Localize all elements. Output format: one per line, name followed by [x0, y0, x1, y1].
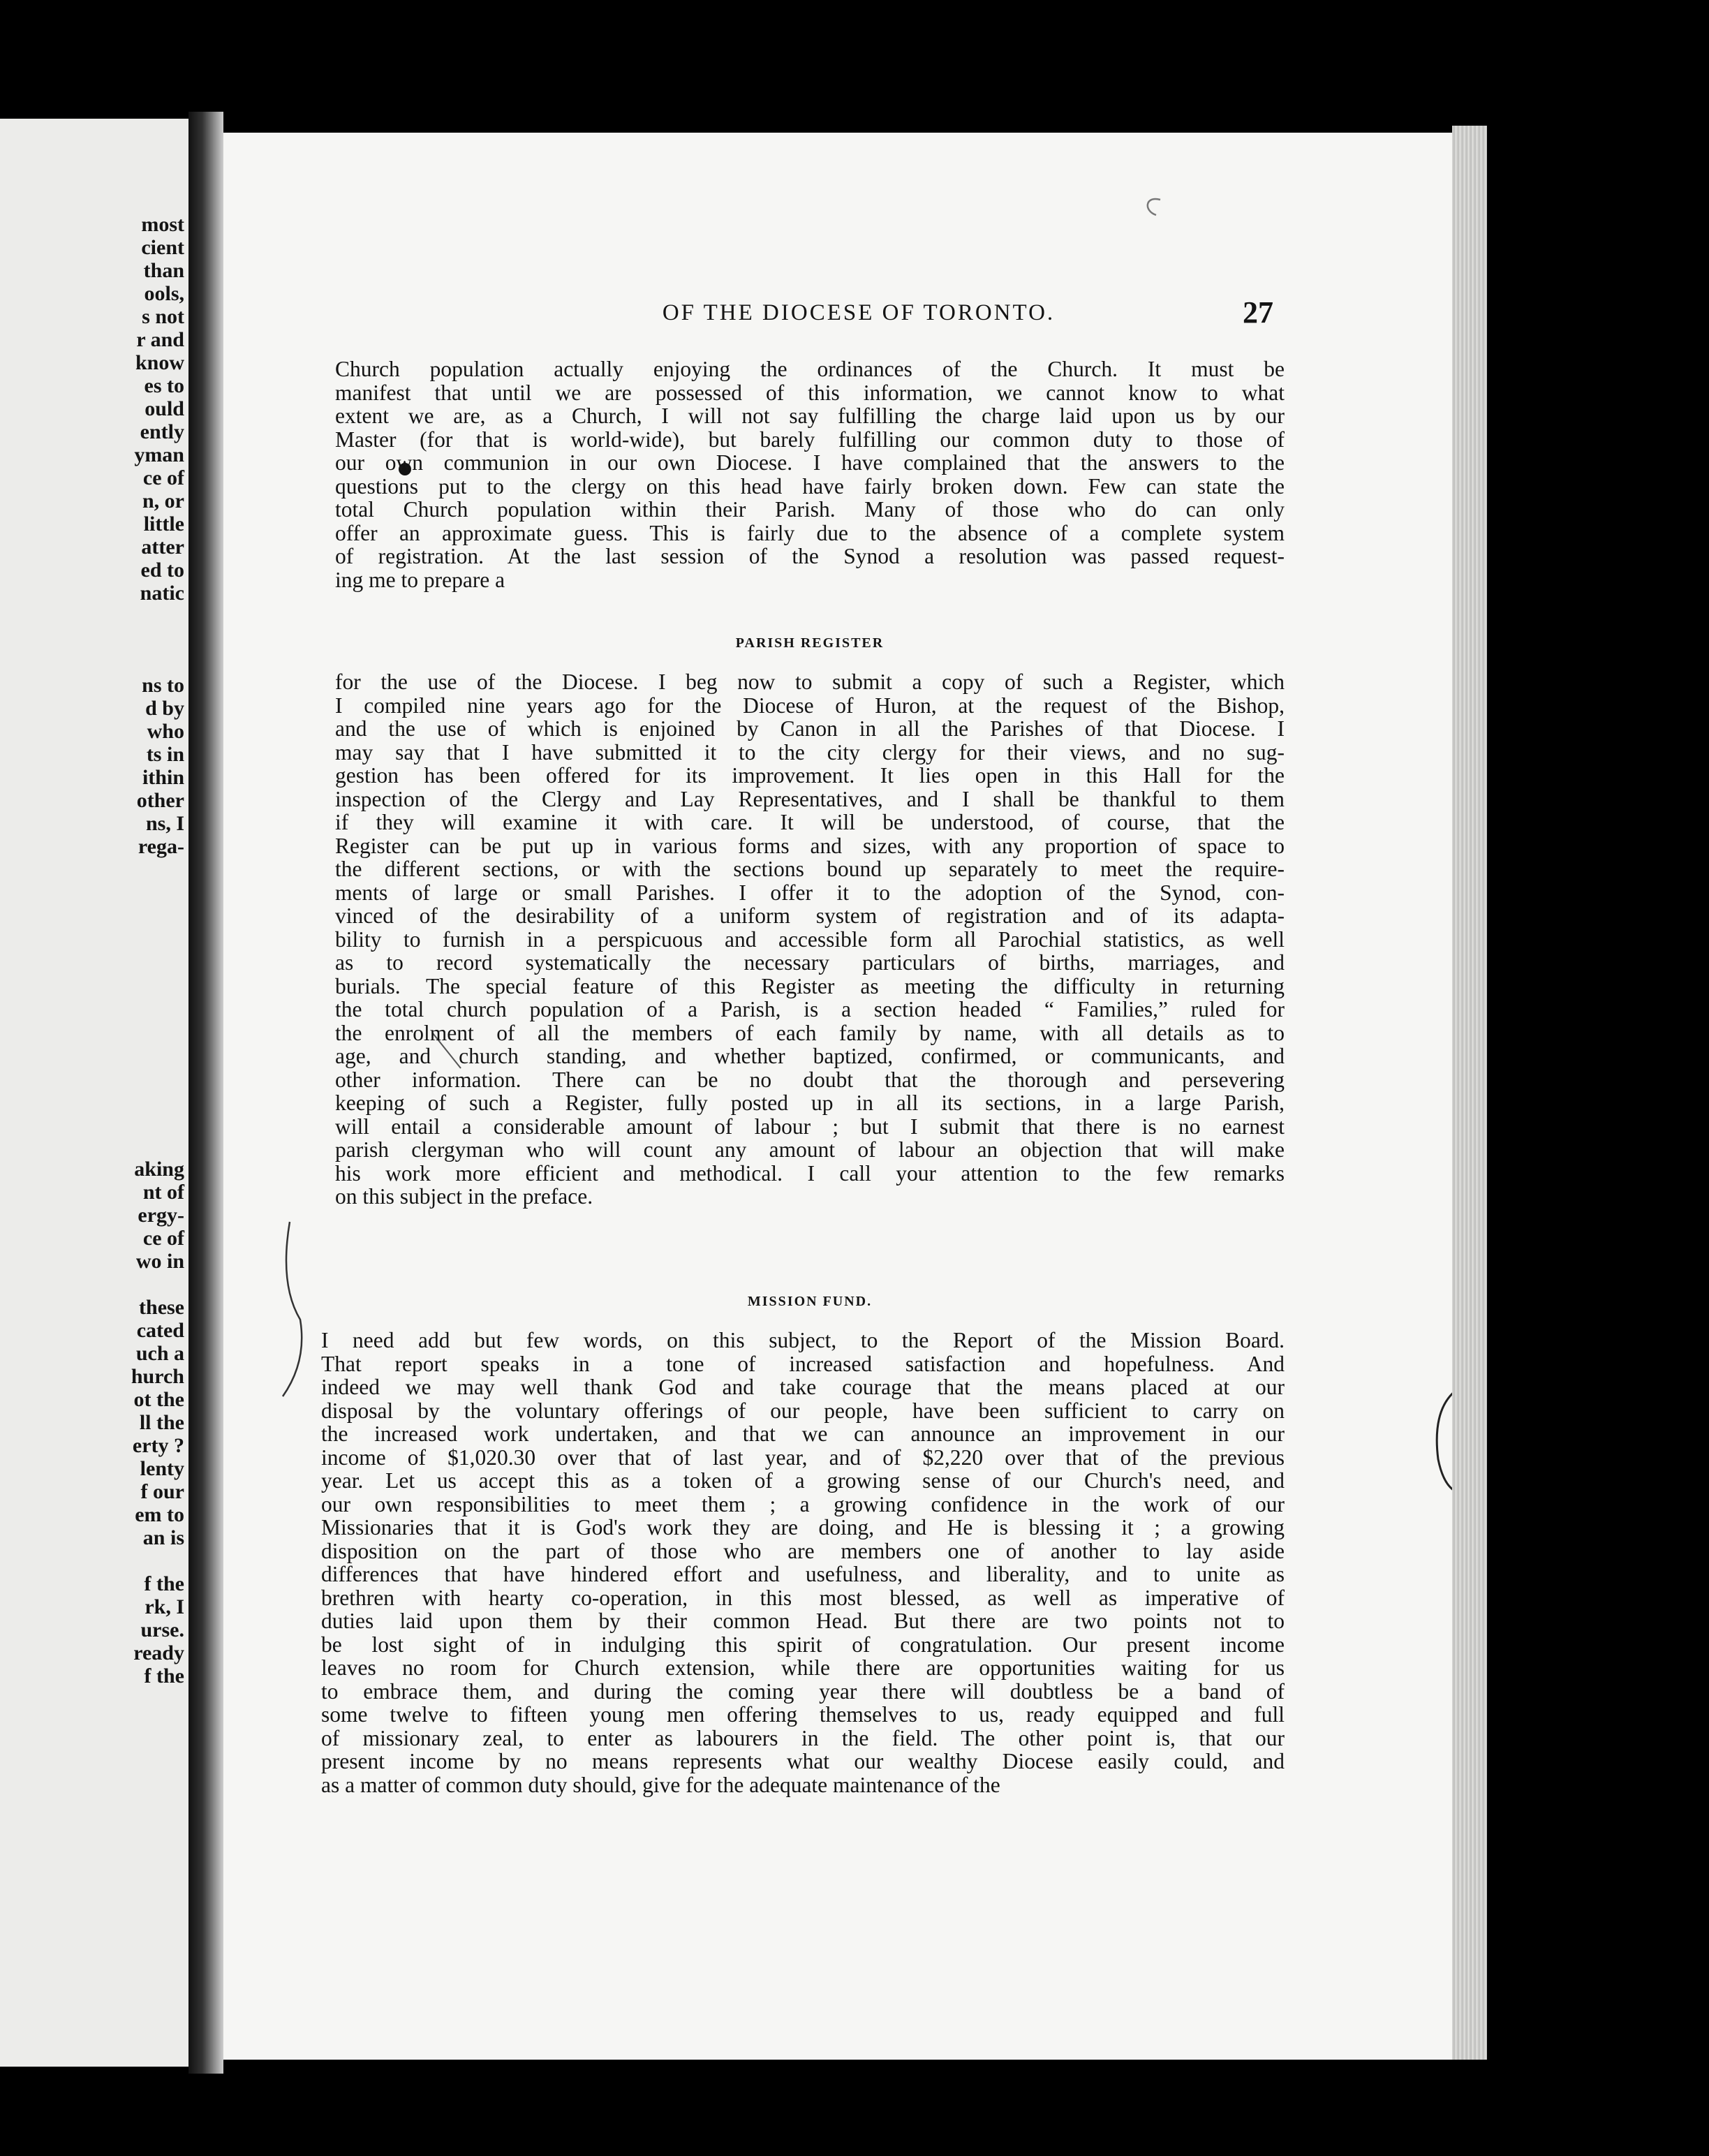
left-page-fragment: s not	[142, 305, 184, 328]
text-line: if they will examine it with care. It will be understood, of course, that the	[335, 810, 1285, 834]
left-page-fragment: atter	[141, 536, 184, 559]
left-page-fragment: ll the	[139, 1411, 184, 1434]
left-page-fragment: rk, I	[145, 1595, 184, 1618]
text-line: some twelve to fifteen young men offering themselves to us, ready equipped and full	[321, 1702, 1285, 1727]
running-title: OF THE DIOCESE OF TORONTO.	[662, 300, 1056, 325]
text-line: year. Let us accept this as a token of a growing sense of our Church's need, and	[321, 1468, 1285, 1493]
text-line: differences that have hindered effort and usefulness, and liberality, and to unite as	[321, 1562, 1285, 1586]
page-edges	[1452, 126, 1487, 2060]
left-page-fragment: ools,	[144, 282, 184, 305]
text-line: total Church population within their Parish. Many of those who do can only	[335, 497, 1285, 522]
left-page-fragment: hurch	[131, 1365, 184, 1388]
text-line: Missionaries that it is God's work they are doing, and He is blessing it ; a growing	[321, 1515, 1285, 1540]
section-heading-mission-fund: MISSION FUND.	[747, 1294, 873, 1309]
text-line: leaves no room for Church extension, while there are opportunities waiting for us	[321, 1655, 1285, 1680]
text-line: the enrolment of all the members of each family by name, with all details as to	[335, 1020, 1285, 1045]
text-line: gestion has been offered for its improvement. It lies open in this Hall for the	[335, 763, 1285, 788]
text-line: the different sections, or with the sections bound up separately to meet the require-	[335, 857, 1285, 881]
text-line: to embrace them, and during the coming year there will doubtless be a band of	[321, 1678, 1285, 1704]
left-page-fragment: em to	[135, 1503, 184, 1526]
text-line: age, and church standing, and whether baptized, confirmed, or communicants, and	[335, 1044, 1285, 1068]
left-page-fragment: ithin	[142, 766, 184, 789]
text-line: his work more efficient and methodical. I call your attention to the few remarks	[335, 1160, 1285, 1186]
left-page-fragment: cated	[136, 1319, 184, 1342]
left-page-fragment: than	[143, 259, 184, 282]
text-line: questions put to the clergy on this head have fairly broken down. Few can state the	[335, 473, 1285, 499]
text-line: disposal by the voluntary offerings of our people, have been sufficient to carry on	[321, 1398, 1285, 1423]
left-page-fragment: erty ?	[132, 1434, 184, 1457]
text-line: keeping of such a Register, fully posted up in all its sections, in a large Parish,	[335, 1091, 1285, 1115]
left-page-fragment: natic	[140, 582, 184, 605]
left-page-fragment: ns, I	[145, 812, 184, 835]
left-page-fragment: lenty	[140, 1457, 184, 1480]
text-line: That report speaks in a tone of increased satisfaction and hopefulness. And	[321, 1351, 1285, 1376]
text-line: indeed we may well thank God and take courage that the means placed at our	[321, 1375, 1285, 1399]
left-page-fragment: urse.	[140, 1618, 184, 1641]
left-page-fragment: wo in	[135, 1250, 184, 1273]
text-line: duties laid upon them by their common Head. But there are two points not to	[321, 1609, 1285, 1633]
text-line: Church population actually enjoying the ordinances of the Church. It must be	[335, 357, 1285, 381]
left-page-fragment: nt of	[142, 1181, 184, 1204]
left-page-fragment: cient	[141, 236, 184, 259]
left-page-fragment: es to	[144, 374, 184, 397]
left-page-fragment: ready	[133, 1641, 184, 1664]
text-line: other information. There can be no doubt that the thorough and persevering	[335, 1067, 1285, 1092]
running-head	[223, 295, 1452, 335]
left-page-fragment: uch a	[135, 1342, 184, 1365]
left-page-fragment: ergy-	[138, 1204, 184, 1227]
text-line: Master (for that is world-wide), but barely fulfilling our common duty to those of	[335, 427, 1285, 452]
text-line: for the use of the Diocese. I beg now to submit a copy of such a Register, which	[335, 670, 1285, 694]
text-line: as a matter of common duty should, give for the adequate maintenance of the	[321, 1772, 1000, 1797]
left-page-fragment: ently	[140, 420, 184, 443]
left-page-fragment: ould	[145, 397, 184, 420]
text-line: the total church population of a Parish, is a section headed “ Families,” ruled for	[335, 997, 1285, 1021]
text-line: manifest that until we are possessed of this information, we cannot know to what	[335, 380, 1285, 405]
left-facing-page	[0, 119, 188, 2067]
left-page-fragment: f our	[140, 1480, 184, 1503]
paragraph-mission-fund	[321, 1329, 1285, 1796]
left-page-fragment: ce of	[142, 1227, 184, 1250]
left-page-fragment: d by	[145, 697, 184, 720]
text-line: present income by no means represents what our wealthy Diocese easily could, and	[321, 1749, 1285, 1773]
left-page-fragment: ot the	[133, 1388, 184, 1411]
text-line: parish clergyman who will count any amount of labour an objection that will make	[335, 1137, 1285, 1162]
left-page-fragment: ts in	[146, 743, 184, 766]
section-heading-parish-register: PARISH REGISTER	[735, 635, 885, 651]
left-page-fragment: rega-	[138, 835, 184, 858]
text-line: the increased work undertaken, and that we can announce an improvement in our	[321, 1422, 1285, 1446]
text-line: on this subject in the preface.	[335, 1184, 593, 1209]
text-line: I compiled nine years ago for the Diocese of Huron, at the request of the Bishop,	[335, 693, 1285, 718]
left-page-fragment: yman	[134, 443, 184, 466]
text-line: may say that I have submitted it to the city clergy for their views, and no sug-	[335, 739, 1285, 765]
left-page-fragment: know	[135, 351, 184, 374]
text-line: be lost sight of in indulging this spirit of congratulation. Our present income	[321, 1632, 1285, 1657]
text-line: offer an approximate guess. This is fairly due to the absence of a complete system	[335, 520, 1285, 545]
left-page-fragment: r and	[136, 328, 184, 351]
text-line: of missionary zeal, to enter as labourers in the field. The other point is, that our	[321, 1725, 1285, 1750]
left-page-fragment: who	[147, 720, 184, 743]
text-line: ing me to prepare a	[335, 567, 505, 592]
left-page-fragment: f the	[144, 1664, 184, 1688]
left-page-fragment: ed to	[140, 559, 184, 582]
left-page-fragment: most	[141, 213, 184, 236]
text-line: income of $1,020.30 over that of last year, and of $2,220 over that of the previous	[321, 1445, 1285, 1470]
left-page-fragment: ns to	[142, 674, 184, 697]
left-page-fragment: an is	[142, 1526, 184, 1549]
book-gutter	[188, 112, 223, 2074]
paragraph-parish-register	[335, 670, 1285, 1209]
left-page-fragment: these	[139, 1296, 184, 1319]
text-line: vinced of the desirability of a uniform system of registration and of its adapta-	[335, 903, 1285, 928]
text-line: and the use of which is enjoined by Canon in all the Parishes of that Diocese. I	[335, 716, 1285, 741]
text-line: inspection of the Clergy and Lay Representatives, and I shall be thankful to them	[335, 786, 1285, 811]
text-line: our own communion in our own Diocese. I have complained that the answers to the	[335, 450, 1285, 475]
text-line: Register can be put up in various forms and sizes, with any proportion of space to	[335, 833, 1285, 858]
text-line: burials. The special feature of this Register as meeting the difficulty in returning	[335, 973, 1285, 998]
text-line: as to record systematically the necessary particulars of births, marriages, and	[335, 950, 1285, 975]
left-page-fragment: other	[136, 789, 184, 812]
text-line: brethren with hearty co-operation, in this most blessed, as well as imperative of	[321, 1585, 1285, 1610]
text-line: our own responsibilities to meet them ; a growing confidence in the work of our	[321, 1491, 1285, 1516]
text-line: will entail a considerable amount of labour ; but I submit that there is no earnest	[335, 1114, 1285, 1139]
left-page-fragment: f the	[144, 1572, 184, 1595]
left-page-fragment: n, or	[142, 489, 184, 512]
left-page-fragment: ce of	[142, 466, 184, 489]
text-line: bility to furnish in a perspicuous and accessible form all Parochial statistics, as well	[335, 926, 1285, 952]
paragraph-church-population	[335, 357, 1285, 591]
text-line: of registration. At the last session of the Synod a resolution was passed request-	[335, 544, 1285, 568]
left-page-fragment: aking	[134, 1158, 184, 1181]
right-page	[223, 133, 1452, 2060]
page-number: 27	[1243, 295, 1273, 330]
left-page-fragment: little	[143, 512, 184, 536]
text-line: I need add but few words, on this subject, to the Report of the Mission Board.	[321, 1328, 1285, 1352]
text-line: extent we are, as a Church, I will not say fulfilling the charge laid upon us by our	[335, 404, 1285, 428]
text-line: disposition on the part of those who are members one of another to lay aside	[321, 1538, 1285, 1563]
text-line: ments of large or small Parishes. I offer it to the adoption of the Synod, con-	[335, 880, 1285, 905]
